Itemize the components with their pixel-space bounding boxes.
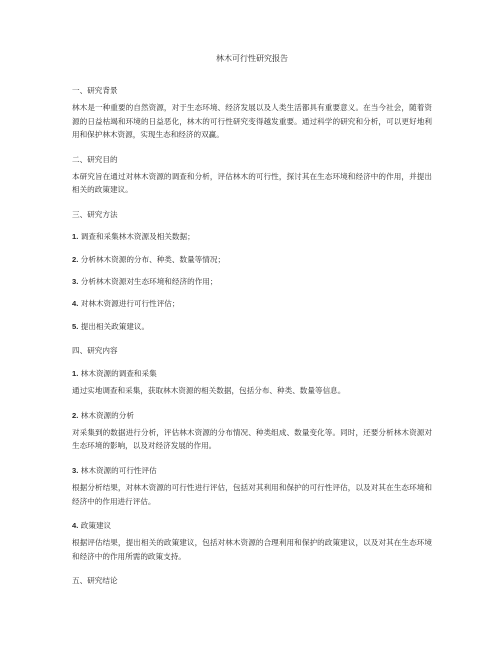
list-item [72,297,432,310]
list-item-number: 3. [72,277,79,287]
list-item [72,320,432,333]
subsection-title [72,367,432,380]
list-item-text: 提出相关政策建议。 [80,321,150,331]
section-heading-background: 一、研究背景 [72,86,118,95]
subsection-paragraph: 根据分析结果，对林木资源的可行性进行评估，包括对其利用和保护的可行性评估，以及对其在生态环境和经济中的作用进行评估。 [72,483,432,506]
subsection-paragraph: 通过实地调查和采集，获取林木资源的相关数据，包括分布、种类、数量等信息。 [72,386,346,396]
section-heading-purpose: 二、研究目的 [72,154,118,164]
subsection-paragraph: 根据评估结果，提出相关的政策建议，包括对林木资源的合理利用和保护的政策建议，以及对其在生态环境和经济中的作用所需的政策支持。 [72,538,432,561]
section-heading-content: 四、研究内容 [72,346,118,356]
list-item-text: 调查和采集林木资源及相关数据； [80,232,195,242]
document-page [72,52,432,592]
subsection-paragraph: 对采集到的数据进行分析，评估林木资源的分布情况、种类组成、数量变化等。同时，还要分析林木资源对生态环境的影响，以及对经济发展的作用。 [72,427,432,451]
subsection-title-text: 林木资源的分析 [80,410,134,420]
list-item-text: 分析林木资源对生态环境和经济的作用； [80,277,218,287]
section-heading-conclusion: 五、研究结论 [72,576,118,586]
subsection-number: 3. [72,465,79,475]
section-paragraph-purpose: 本研究旨在通过对林木资源的调查和分析，评估林木的可行性，探讨其在生态环境和经济中的作用，并提出相关的政策建议。 [72,172,432,195]
subsection-number: 1. [72,368,79,378]
subsection-title [72,464,432,477]
list-item-text: 分析林木资源的分布、种类、数量等情况； [80,254,226,264]
subsection-title [72,519,432,532]
list-item-number: 5. [72,321,79,331]
list-item-text: 对林木资源进行可行性评估； [80,299,180,309]
section-paragraph-background: 林木是一种重要的自然资源，对于生态环境、经济发展以及人类生活都具有重要意义。在当今社会，随着资源的日益枯竭和环境的日益恶化，林木的可行性研究变得越发重要。通过科学的研究和分析，可以更好地利用和保护林木资源，实现生态和经济的双赢。 [72,103,432,140]
subsection-title-text: 林木资源的可行性评估 [80,465,157,475]
subsection-title-text: 政策建议 [80,520,112,530]
list-item [72,253,432,266]
subsection-number: 2. [72,410,79,420]
list-item [72,275,432,288]
list-item-number: 2. [72,254,79,264]
list-item [72,230,432,243]
list-item-number: 1. [72,232,79,242]
subsection-title [72,409,432,422]
subsection-number: 4. [72,520,79,530]
subsection-title-text: 林木资源的调查和采集 [80,368,157,378]
section-heading-method: 三、研究方法 [72,209,118,219]
list-item-number: 4. [72,299,79,309]
document-title: 林木可行性研究报告 [216,54,288,63]
